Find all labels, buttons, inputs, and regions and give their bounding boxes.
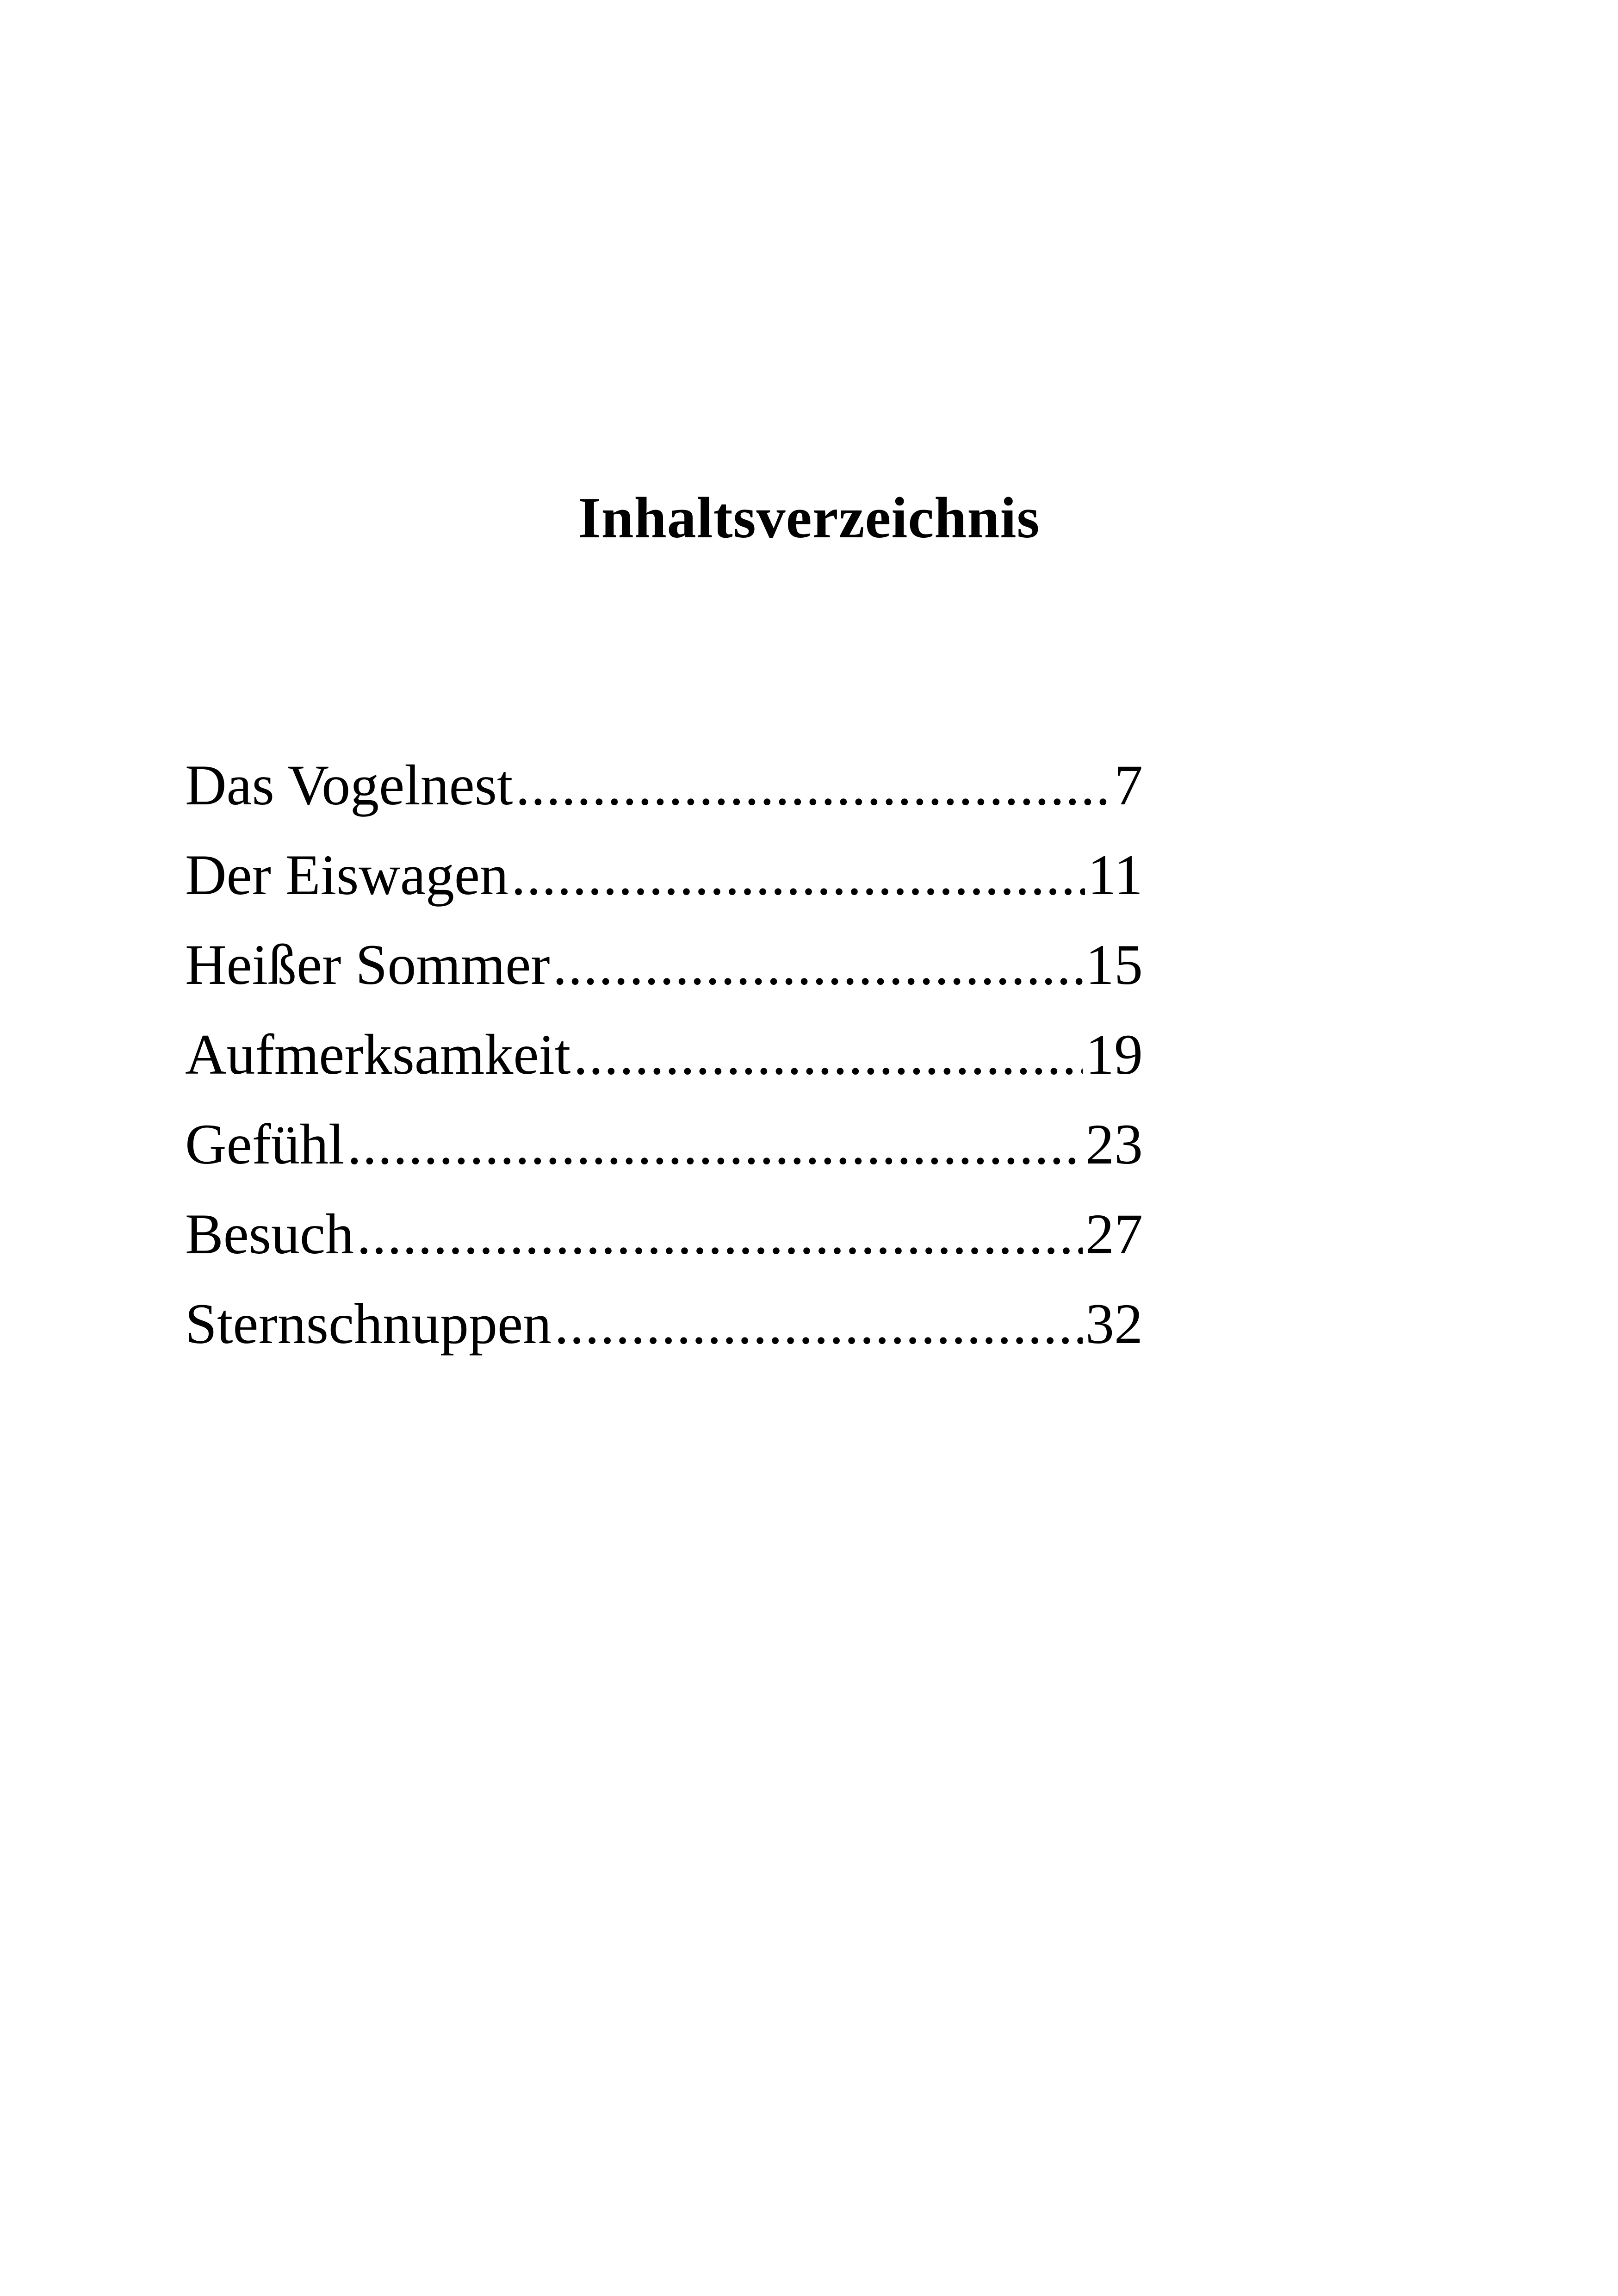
toc-entry xyxy=(185,1279,1143,1369)
toc-dot-leader xyxy=(511,830,1085,920)
table-of-contents xyxy=(185,740,1143,1369)
toc-entry xyxy=(185,740,1143,830)
toc-entry xyxy=(185,1189,1143,1279)
toc-dot-leader xyxy=(573,1010,1083,1100)
toc-entry-page-number: 23 xyxy=(1085,1113,1143,1176)
toc-entry-page-number: 32 xyxy=(1085,1292,1143,1356)
toc-dot-leader xyxy=(347,1100,1083,1189)
toc-entry-page-number: 27 xyxy=(1085,1202,1143,1266)
toc-entry-title: Sternschnuppen xyxy=(185,1292,552,1356)
toc-entry-title: Der Eiswagen xyxy=(185,843,508,907)
toc-entry-title: Aufmerksamkeit xyxy=(185,1023,571,1086)
toc-entry-page-number: 11 xyxy=(1087,843,1143,907)
toc-entry xyxy=(185,830,1143,920)
toc-dot-leader xyxy=(515,740,1111,830)
toc-entry xyxy=(185,920,1143,1010)
toc-entry-title: Gefühl xyxy=(185,1113,345,1176)
toc-entry-title: Besuch xyxy=(185,1202,354,1266)
toc-entry xyxy=(185,1010,1143,1100)
toc-entry-page-number: 7 xyxy=(1114,753,1143,817)
toc-dot-leader xyxy=(553,920,1083,1010)
toc-entry-page-number: 19 xyxy=(1085,1023,1143,1086)
toc-dot-leader xyxy=(554,1279,1083,1369)
toc-dot-leader xyxy=(357,1189,1083,1279)
toc-entry xyxy=(185,1100,1143,1189)
toc-entry-title: Das Vogelnest xyxy=(185,753,513,817)
toc-entry-title: Heißer Sommer xyxy=(185,933,550,996)
page-title: Inhaltsverzeichnis xyxy=(578,486,1040,550)
toc-entry-page-number: 15 xyxy=(1085,933,1143,996)
